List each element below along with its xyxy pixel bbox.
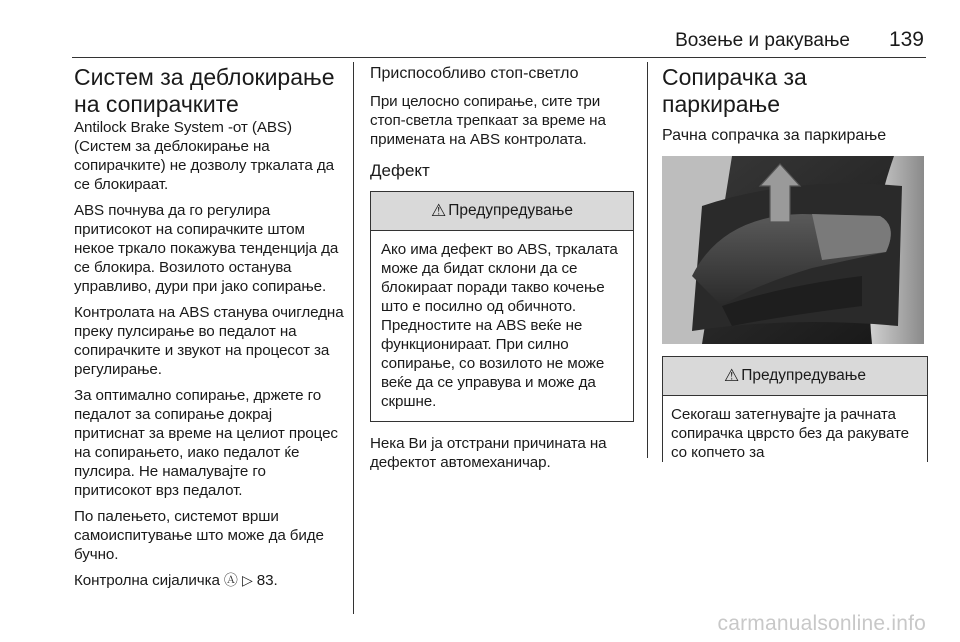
warning-box: [370, 191, 634, 422]
paragraph: При целосно сопирање, сите три стоп-светла трепкаат за време на применатa на ABS контролата.: [370, 93, 606, 148]
abs-lamp-icon: Ⓐ: [223, 572, 238, 588]
paragraph: За оптимално сопирање, држете го педалот за сопирање докрај притиснат за време на целиот процес на сопирањето, иако педалот ќе пулсира. Не намалувајте го притисокот врз педалот.: [74, 387, 338, 499]
subtitle-adaptive-brake-light: Приспособливо стоп-светло: [370, 65, 579, 82]
hand-brake-photo: [662, 156, 924, 344]
warning-heading: Предупредување: [448, 202, 574, 219]
lamp-reference: [74, 571, 346, 590]
subtitle-defect: Дефект: [370, 161, 430, 180]
page-reference[interactable]: 83.: [256, 572, 278, 589]
warning-body: [663, 396, 927, 462]
column-divider-2: [647, 62, 648, 458]
section-title-abs: Систем за деблокирање на сопирачките: [74, 64, 335, 117]
column-brake-light: [370, 64, 634, 479]
lamp-reference-text: Контролна сијаличка: [74, 572, 220, 589]
column-abs: [74, 64, 346, 597]
warning-triangle-icon: ⚠: [430, 201, 447, 220]
column-divider-1: [353, 62, 354, 614]
warning-text: Ако има дефект во ABS, тркалата може да бидат склони да се блокираат поради такво кочење што е посилно од обичното. Предностите на ABS веќе не функционираат. При силно сопирање, со возилото не може веќе да се управува и може да скршне.: [381, 241, 618, 410]
column-parking-brake: [662, 64, 928, 474]
paragraph: По палењето, системот врши самоиспитување што може да биде бучно.: [74, 508, 324, 563]
warning-triangle-icon: ⚠: [723, 366, 740, 385]
warning-heading: Предупредување: [741, 367, 867, 384]
paragraph: Нека Ви ја отстрани причината на дефектот автомеханичар.: [370, 435, 607, 471]
warning-text: Секогаш затегнувајте ја рачната сопирачка цврсто без да ракувате со копчето за: [671, 406, 909, 461]
header-title: Возење и ракување: [675, 30, 850, 51]
section-title-parking-brake: Сопирачка за паркирање: [662, 64, 807, 117]
page-reference-arrow-icon: ▷: [241, 572, 253, 588]
paragraph: Antilock Brake System -от (ABS) (Систем за деблокирање на сопирачките) не дозволу тркалата да се блокираат.: [74, 119, 334, 193]
subtitle-hand-brake: Рачна сопрачка за паркирање: [662, 127, 887, 144]
page-header: [0, 0, 960, 56]
watermark: carmanualsonline.info: [717, 612, 926, 635]
header-rule: [72, 57, 926, 58]
warning-header: [371, 192, 633, 231]
page-number: 139: [888, 28, 924, 51]
warning-body: [371, 231, 633, 421]
warning-box: [662, 356, 928, 462]
warning-header: [663, 357, 927, 396]
paragraph: ABS почнува да го регулира притисокот на сопирачките штом некое тркало покажува тенденција да се блокира. Возилото останува управливо, дури при јако сопирање.: [74, 202, 339, 295]
hand-brake-illustration: [662, 156, 924, 344]
paragraph: Контролата на ABS станува очигледна преку пулсирање во педалот на сопирачките и звукот на процесот за регулирање.: [74, 304, 344, 378]
